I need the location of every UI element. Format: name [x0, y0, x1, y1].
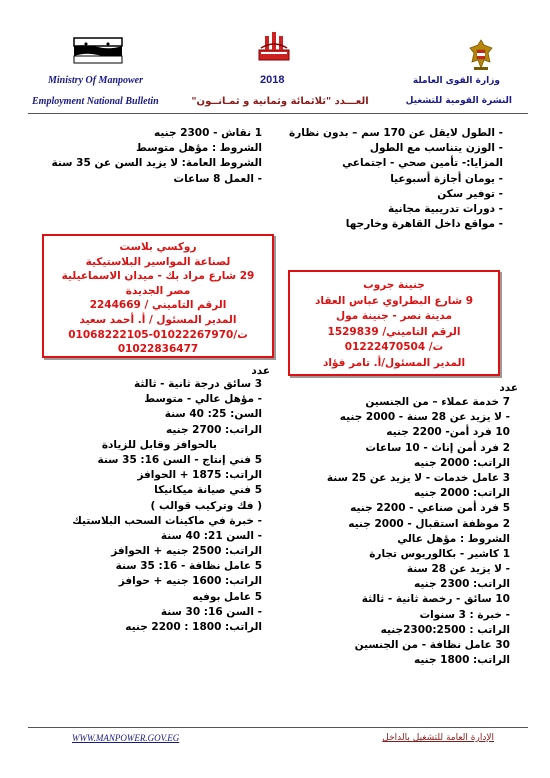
list-item: 5 عامل بوفيه [192, 590, 262, 603]
list-item: الراتب: 2000 جنيه [414, 456, 510, 469]
company-address: 29 شارع مراد بك - ميدان الاسماعيلية [61, 270, 255, 283]
list-item: 10 فرد أمن- 2200 جنيه [386, 426, 510, 439]
list-item: 5 فرد أمن صناعي - 2200 جنيه [350, 502, 510, 515]
ministry-logo [255, 28, 293, 64]
list-item: 5 فني صيانة ميكانيكا [154, 484, 262, 497]
company-box-genena-group [288, 270, 500, 376]
website-link[interactable]: WWW.MANPOWER.GOV.EG [72, 733, 180, 743]
company-line: مصر الجديدة [125, 284, 191, 297]
count-header: عدد [499, 382, 518, 394]
company-box-roxy-plast [42, 234, 274, 358]
list-item: - خبرة في ماكينات السحب البلاستيك [72, 514, 262, 527]
right-top-lines [273, 126, 503, 232]
footer-divider [28, 727, 528, 728]
list-item: - السن 16: 30 سنة [160, 605, 262, 618]
left-job-list [22, 377, 262, 635]
list-item: ( فك وتركيب قوالب ) [150, 499, 262, 512]
list-item: 10 سائق - رخصة ثانية - ثالثة [361, 593, 510, 606]
list-item: 2 موظفة استقبال - 2000 جنيه [348, 517, 510, 530]
text-line: - الطول لايقل عن 170 سم – بدون نظارة [289, 127, 503, 139]
list-item: - مؤهل عالي - متوسط [144, 393, 262, 406]
list-item: 1 كاشير - بكالوريوس تجارة [369, 547, 510, 560]
list-item: الشروط : مؤهل عالي [397, 532, 510, 545]
list-item: الراتب: 2300 جنيه [414, 578, 510, 591]
company-name: جنينة جروب [363, 279, 425, 291]
list-item: الراتب: 2500 جنيه + الحوافز [111, 545, 262, 558]
text-line: - توفير سكن [437, 187, 503, 200]
company-address: 9 شارع البطراوي عباس العقاد [314, 294, 473, 307]
ministry-en: Ministry Of Manpower [48, 75, 144, 86]
left-top-lines [22, 126, 262, 187]
list-item: 5 عامل نظافة - 16: 35 سنة [115, 560, 262, 573]
company-manager: المدير المسئول/أ. تامر فؤاد [322, 356, 466, 369]
company-line: مدينة نصر - جنينة مول [336, 310, 452, 322]
company-phone: 01022836477 [117, 343, 199, 356]
text-line: 1 نقاش - 2300 جنيه [154, 127, 262, 139]
list-item: 3 عامل خدمات - لا يزيد عن 25 سنة [326, 471, 510, 484]
list-item: الراتب: 2700 جنيه [166, 423, 262, 436]
list-item: الراتب: 1875 + الحوافز [137, 469, 262, 482]
list-item: 5 فني إنتاج - السن 16: 35 سنة [97, 453, 262, 466]
issue-year: 2018 [260, 74, 285, 86]
company-name: روكسي بلاست [119, 241, 197, 253]
flag-icon [72, 36, 124, 66]
list-item: الراتب : 2300:2500جنيه [380, 623, 510, 636]
count-header: عدد [251, 365, 270, 377]
list-item: 2 فرد أمن إناث - 10 ساعات [365, 441, 510, 454]
eagle-emblem-icon [468, 38, 494, 72]
list-item: الراتب: 2000 جنيه [414, 487, 510, 500]
list-item: - لا يزيد عن 28 سنة - 2000 جنيه [339, 411, 510, 424]
list-item: 3 سائق درجة ثانية - ثالثة [134, 378, 262, 390]
text-line: الشروط : مؤهل متوسط [135, 142, 262, 155]
company-line: لصناعة المواسير البلاستيكية [85, 255, 231, 268]
issue-title: العـــدد "ثلاثمائة وثمانية و ثمـانــون" [191, 96, 369, 107]
list-item: 7 خدمة عملاء – من الجنسين [365, 396, 510, 408]
list-item: الراتب: 1800 : 2200 جنيه [125, 621, 262, 633]
text-line: الشروط العامة: لا يزيد السن عن 35 سنة [51, 157, 262, 170]
list-item: السن: 25: 40 سنة [164, 408, 262, 421]
company-insurance: الرقم التاميني / 2244669 [89, 299, 227, 312]
company-phone: ت/ 01222470504 [344, 341, 444, 353]
list-item: بالحوافز وقابل للزيادة [101, 438, 217, 451]
list-item: - لا يزيد عن 28 سنة [406, 563, 510, 576]
company-insurance: الرقم التاميني/ 1529839 [327, 325, 461, 338]
text-line: المزايا:- تأمين صحي - اجتماعي [342, 157, 503, 170]
department-name: الإدارة العامة للتشغيل بالداخل [382, 733, 494, 743]
header-divider [28, 113, 528, 114]
text-line: - مواقع داخل القاهرة وخارجها [345, 218, 503, 231]
company-manager: المدير المسئول / أ. أحمد سعيد [79, 313, 237, 326]
text-line: - الوزن يتناسب مع الطول [369, 142, 503, 155]
list-item: - خبرة : 3 سنوات [419, 608, 510, 621]
company-phone: ت/01022267970-01068222105 [68, 328, 248, 341]
right-job-list [270, 395, 510, 668]
bulletin-en: Employment National Bulletin [32, 96, 159, 107]
text-line: - يومان أجازة أسبوعيا [390, 172, 503, 185]
list-item: - السن 21: 40 سنة [160, 529, 262, 542]
list-item: الراتب: 1800 جنيه [414, 654, 510, 667]
text-line: - العمل 8 ساعات [173, 172, 262, 185]
list-item: 30 عامل نظافة - من الجنسين [354, 639, 510, 651]
text-line: - دورات تدريبية مجانية [388, 202, 503, 215]
bulletin-ar: النشرة القومية للتشغيل [405, 96, 512, 106]
list-item: الراتب: 1600 جنيه + حوافز [118, 575, 262, 588]
ministry-ar: وزارة القوى العاملة [412, 76, 500, 86]
